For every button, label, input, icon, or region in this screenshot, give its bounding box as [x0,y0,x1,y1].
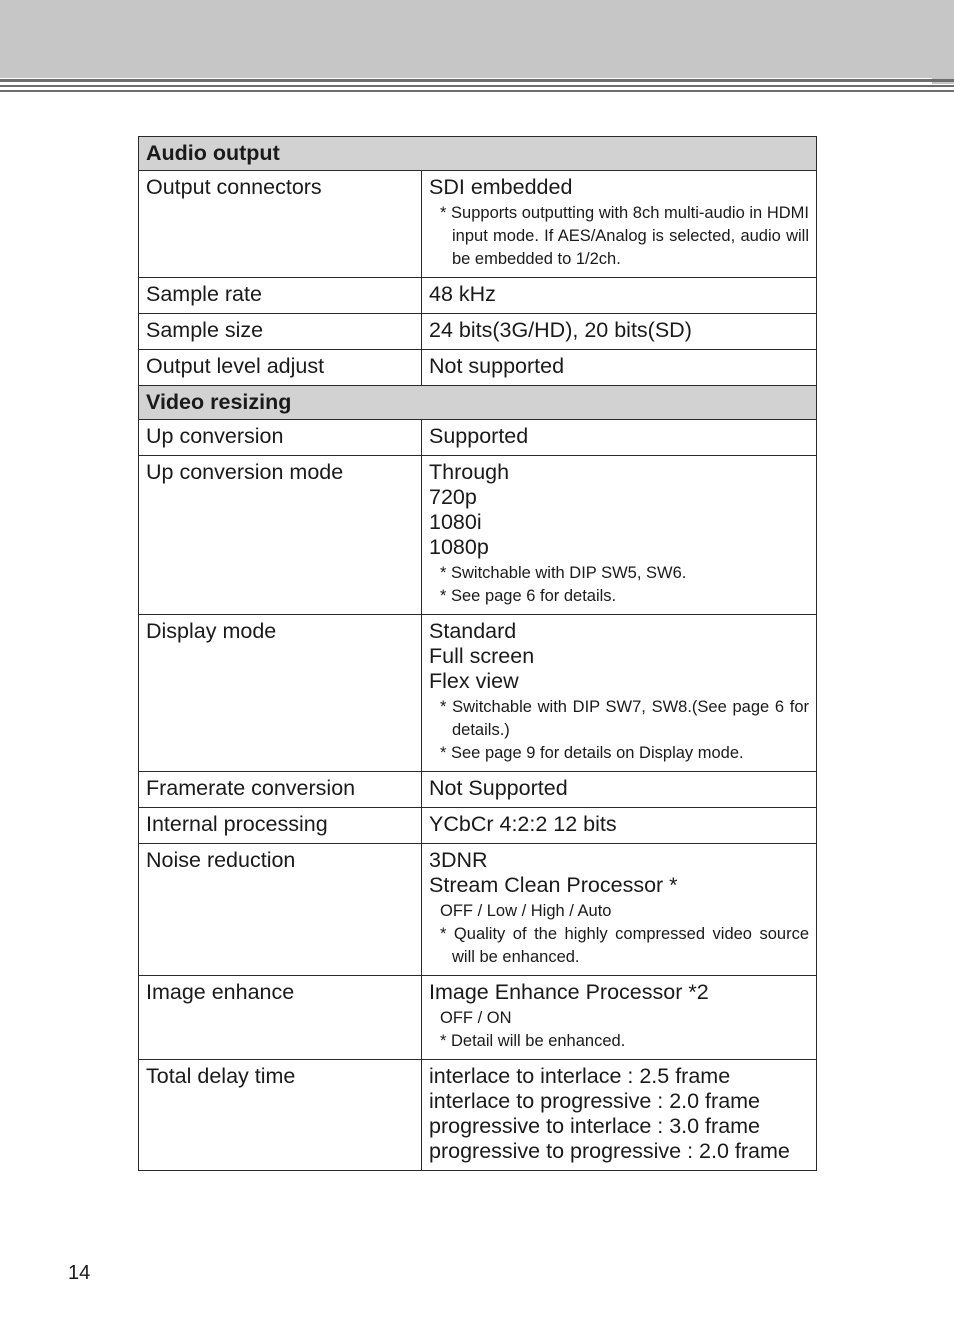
spec-label: Framerate conversion [139,772,422,808]
spec-value [422,278,817,314]
spec-value [422,314,817,350]
spec-label: Output connectors [139,171,422,278]
value-line: 1080p [429,535,489,559]
value-line: 3DNR [429,848,488,872]
value-line: Standard [429,619,517,643]
value-line: progressive to progressive : 2.0 frame [429,1139,790,1163]
footnote: * Switchable with DIP SW7, SW8.(See page 6 for details.) [440,698,810,739]
spec-value [422,976,817,1060]
table-row [139,615,817,772]
section-header-audio-output [139,137,817,171]
value-line: Supported [429,424,529,448]
option-list: OFF / ON [440,1009,512,1027]
spec-value [422,772,817,808]
header-rule [0,90,954,92]
table-row [139,1060,817,1171]
footnote: * See page 6 for details. [440,587,617,605]
option-list: OFF / Low / High / Auto [440,902,612,920]
header-rule [0,85,954,87]
table-row [139,456,817,615]
value-line: Stream Clean Processor * [429,873,678,897]
value-line: interlace to progressive : 2.0 frame [429,1089,761,1113]
value-line: 24 bits(3G/HD), 20 bits(SD) [429,318,692,342]
footnote: * Quality of the highly compressed video source will be enhanced. [440,925,810,966]
section-title: Video resizing [139,386,817,420]
value-line: Not Supported [429,776,568,800]
value-line: YCbCr 4:2:2 12 bits [429,812,617,836]
value-line: 48 kHz [429,282,496,306]
table-row [139,314,817,350]
table-row [139,420,817,456]
value-line: SDI embedded [429,175,573,199]
spec-label: Sample size [139,314,422,350]
value-line: interlace to interlace : 2.5 frame [429,1064,731,1088]
spec-value [422,615,817,772]
value-line: progressive to interlace : 3.0 frame [429,1114,761,1138]
table-row [139,976,817,1060]
table-row [139,772,817,808]
spec-label: Noise reduction [139,844,422,976]
footnote: * Supports outputting with 8ch multi-audio in HDMI input mode. If AES/Analog is selected, audio will be embedded to 1/2ch. [440,204,810,268]
spec-label: Up conversion [139,420,422,456]
value-line: Full screen [429,644,535,668]
spec-label: Up conversion mode [139,456,422,615]
footnote: * See page 9 for details on Display mode. [440,744,744,762]
spec-label: Internal processing [139,808,422,844]
page-number: 14 [68,1262,91,1284]
spec-value [422,456,817,615]
section-header-video-resizing [139,386,817,420]
value-line: Not supported [429,354,565,378]
spec-label: Display mode [139,615,422,772]
table-row [139,171,817,278]
section-title: Audio output [139,137,817,171]
spec-value [422,171,817,278]
spec-label: Image enhance [139,976,422,1060]
value-line: 1080i [429,510,482,534]
footnote: * Switchable with DIP SW5, SW6. [440,564,687,582]
value-line: Through [429,460,510,484]
spec-value [422,844,817,976]
table-row [139,278,817,314]
spec-value [422,1060,817,1171]
table-row [139,350,817,386]
table-row [139,844,817,976]
value-line: 720p [429,485,477,509]
spec-label: Output level adjust [139,350,422,386]
value-line: Image Enhance Processor *2 [429,980,709,1004]
footnote: * Detail will be enhanced. [440,1032,626,1050]
spec-value [422,420,817,456]
spec-label: Sample rate [139,278,422,314]
header-rule [0,79,954,82]
spec-table [138,136,817,1171]
table-row [139,808,817,844]
header-band [0,0,954,78]
value-line: Flex view [429,669,519,693]
spec-value [422,350,817,386]
spec-value [422,808,817,844]
spec-label: Total delay time [139,1060,422,1171]
